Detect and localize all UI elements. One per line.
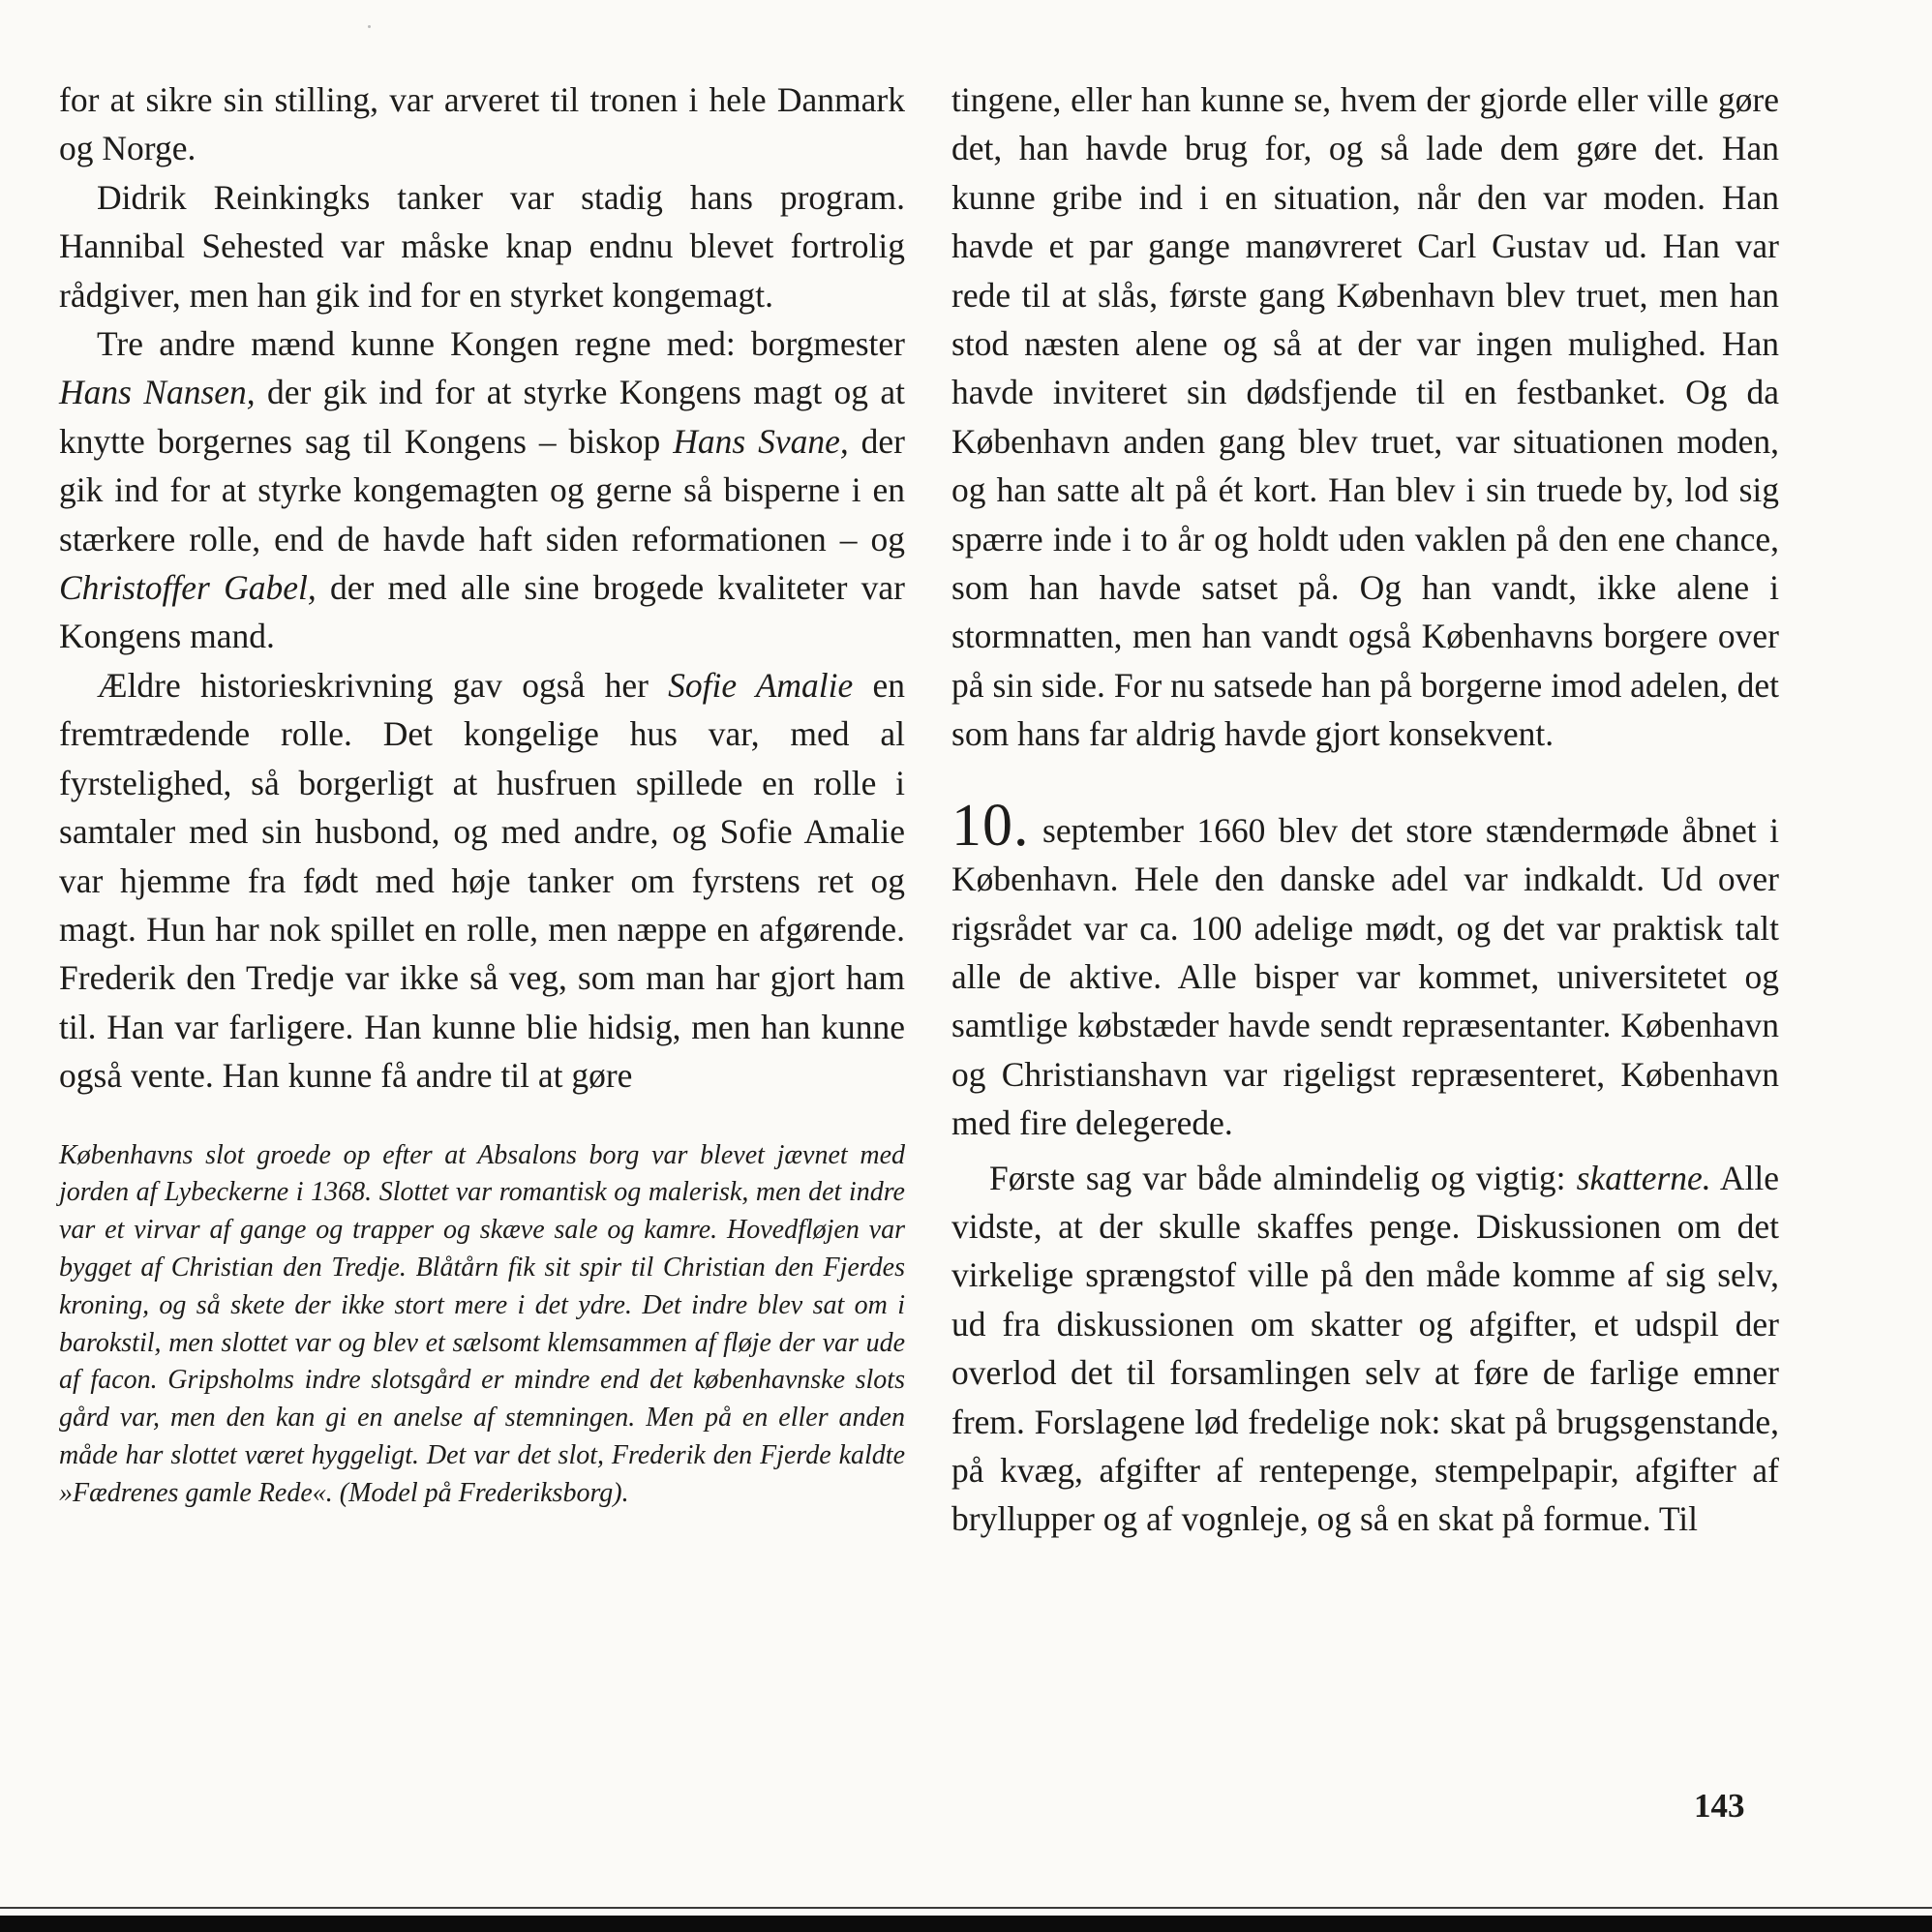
section-number: 10. [951, 792, 1030, 859]
emphasis: skatterne. [1576, 1158, 1711, 1197]
paragraph: Ældre historieskrivning gav også her Sofie Amalie en fremtrædende rolle. Det kongelige hus var, med al fyrstelighed, så borgerligt at husfruen spillede en rolle i samtaler med sin husbond, og med andre, og Sofie Amalie var hjemme fra født med høje tanker om fyrstens ret og magt. Hun har nok spillet en rolle, men næppe en afgørende. Frederik den Tredje var ikke så veg, som man har gjort ham til. Han var farligere. Han kunne blie hidsig, men han kunne også vente. Han kunne få andre til at gøre [59, 665, 905, 1096]
section-paragraph: 10. september 1660 blev det store stændermøde åbnet i København. Hele den danske adel var indkaldt. Ud over rigsrådet var ca. 100 adelige mødt, og det var praktisk talt alle de aktive. Alle bisper var kommet, universitetet og samtlige købstæder havde sendt repræsentanter. København og Christianshavn var rigeligst repræsenteret, København med fire delegerede. [951, 792, 1779, 1143]
person-name: Hans Nansen, [59, 373, 256, 412]
right-column [951, 75, 1779, 1544]
page-number: 143 [1694, 1787, 1745, 1825]
paragraph: for at sikre sin stilling, var arveret til tronen i hele Danmark og Norge. [59, 80, 905, 168]
paragraph: tingene, eller han kunne se, hvem der gjorde eller ville gøre det, han havde brug for, og så lade dem gøre det. Han kunne gribe ind i en situation, når den var moden. Han havde et par gange manøvreret Carl Gustav ud. Han var rede til at slås, første gang København blev truet, men han stod næsten alene og så at der var ingen mulighed. Han havde inviteret sin dødsfjende til en festbanket. Og da København anden gang blev truet, var situationen moden, og han satte alt på ét kort. Han blev i sin truede by, lod sig spærre inde i to år og holdt uden vaklen på den ene chance, som han havde satset på. Og han vandt, ikke alene i stormnatten, men han vandt også Københavns borgere over på sin side. For nu satsede han på borgerne imod adelen, det som hans far aldrig havde gjort konsekvent. [951, 80, 1779, 754]
person-name: Hans Svane, [673, 421, 849, 461]
page-edge-line [0, 1907, 1932, 1909]
image-caption: Københavns slot groede op efter at Absalons borg var blevet jævnet med jorden af Lybeckerne i 1368. Slottet var romantisk og malerisk, men det indre var et virvar af gange og trapper og skæve sale og kamre. Hovedfløjen var bygget af Christian den Tredje. Blåtårn fik sit spir til Christian den Fjerdes kroning, og så skete der ikke stort mere i det ydre. Det indre blev sat om i barokstil, men slottet var og blev et sælsomt klemsammen af fløje der var ude af facon. Gripsholms indre slotsgård er mindre end det københavnske slots gård var, men den kan gi en anelse af stemningen. Men på en eller anden måde har slottet været hyggeligt. Det var det slot, Frederik den Fjerde kaldte »Fædrenes gamle Rede«. (Model på Frederiksborg). [59, 1139, 905, 1508]
left-column [59, 75, 905, 1513]
paragraph: Første sag var både almindelig og vigtig: skatterne. Alle vidste, at der skulle skaffes penge. Diskussionen om det virkelige sprængstof ville på den måde komme af sig selv, ud fra diskussionen om skatter og afgifter, et udspil der overlod det til forsamlingen selv at føre de farlige emner frem. Forslagene lød fredelige nok: skat på brugsgenstande, på kvæg, afgifter af rentepenge, stempelpapir, afgifter af bryllupper og af vognleje, og så en skat på formue. Til [951, 1158, 1779, 1539]
page-edge-shadow [0, 1916, 1932, 1932]
person-name: Sofie Amalie [668, 665, 854, 705]
person-name: Christoffer Gabel, [59, 568, 317, 608]
speck [368, 25, 371, 28]
paragraph: Tre andre mænd kunne Kongen regne med: borgmester Hans Nansen, der gik ind for at styrke Kongens magt og at knytte borgernes sag til Kongens – biskop Hans Svane, der gik ind for at styrke kongemagten og gerne så bisperne i en stærkere rolle, end de havde haft siden reformationen – og Christoffer Gabel, der med alle sine brogede kvaliteter var Kongens mand. [59, 324, 906, 656]
paragraph: Didrik Reinkingks tanker var stadig hans program. Hannibal Sehested var måske knap endnu blevet fortrolig rådgiver, men han gik ind for en styrket kongemagt. [59, 177, 905, 315]
